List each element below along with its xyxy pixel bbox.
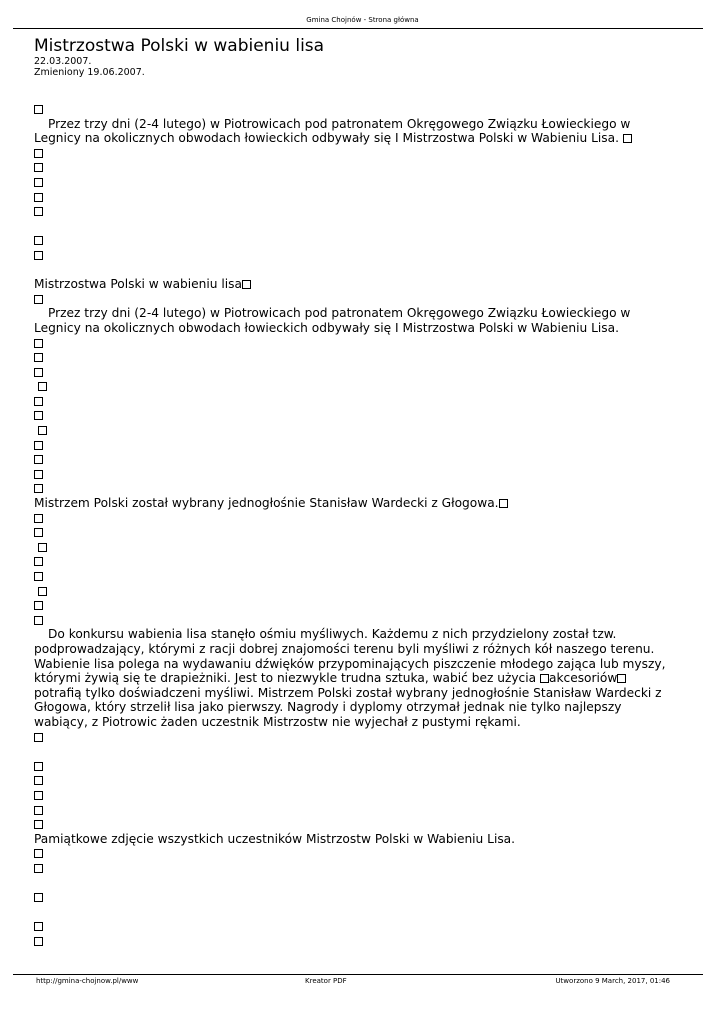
missing-glyph-box	[34, 295, 43, 304]
missing-glyph-box	[34, 178, 43, 187]
footer-divider	[13, 974, 703, 975]
missing-glyph-box	[242, 280, 251, 289]
missing-glyph-box	[34, 455, 43, 464]
missing-glyph-box	[34, 368, 43, 377]
missing-glyph-box	[34, 514, 43, 523]
winner-text: Mistrzem Polski został wybrany jednogłośnie Stanisław Wardecki z Głogowa.	[34, 496, 499, 511]
paragraph-3-line: potrafią tylko doświadczeni myśliwi. Mistrzem Polski został wybrany jednogłośnie Stanisław Wardecki z	[34, 685, 662, 700]
paragraph-2-line: Przez trzy dni (2-4 lutego) w Piotrowicach pod patronatem Okręgowego Związku Łowieckiego w	[48, 306, 631, 321]
paragraph-3-line: podprowadzający, którymi z racji dobrej znajomości terenu byli myśliwi z różnych kół naszego terenu.	[34, 641, 655, 656]
missing-glyph-box	[34, 820, 43, 829]
article-body	[34, 102, 674, 948]
missing-glyph-box	[34, 893, 43, 902]
missing-glyph-box	[34, 236, 43, 245]
missing-glyph-box	[34, 776, 43, 785]
missing-glyph-box	[34, 441, 43, 450]
article-title: Mistrzostwa Polski w wabieniu lisa	[34, 36, 325, 56]
missing-glyph-box	[499, 499, 508, 508]
missing-glyph-box	[34, 572, 43, 581]
missing-glyph-box	[34, 251, 43, 260]
paragraph-1-line: Legnicy na okolicznych obwodach łowieckich odbywały się I Mistrzostwa Polski w Wabieniu Lisa.	[34, 131, 619, 146]
article-modified: Zmieniony 19.06.2007.	[34, 67, 145, 78]
missing-glyph-box	[34, 105, 43, 114]
missing-glyph-box	[34, 411, 43, 420]
missing-glyph-box	[34, 806, 43, 815]
missing-glyph-box	[34, 163, 43, 172]
missing-glyph-box	[34, 762, 43, 771]
article	[34, 36, 674, 948]
article-date: 22.03.2007.	[34, 56, 92, 67]
missing-glyph-box	[38, 543, 47, 552]
missing-glyph-box	[34, 937, 43, 946]
missing-glyph-box	[34, 484, 43, 493]
missing-glyph-box	[34, 149, 43, 158]
missing-glyph-box	[34, 470, 43, 479]
footer-url: http://gmina-chojnow.pl/www	[36, 977, 139, 985]
page-header: Gmina Chojnów - Strona główna	[306, 16, 419, 24]
missing-glyph-box	[34, 733, 43, 742]
paragraph-3-line: którymi żywią się te drapieżniki. Jest to niezwykle trudna sztuka, wabić bez użycia	[34, 671, 540, 686]
missing-glyph-box	[38, 587, 47, 596]
missing-glyph-box	[540, 674, 549, 683]
article-subtitle: Mistrzostwa Polski w wabieniu lisa	[34, 277, 242, 292]
photo-caption: Pamiątkowe zdjęcie wszystkich uczestników Mistrzostw Polski w Wabieniu Lisa.	[34, 831, 516, 846]
paragraph-3-line: Wabienie lisa polega na wydawaniu dźwięków przypominających piszczenie młodego zająca lub myszy,	[34, 656, 666, 671]
missing-glyph-box	[34, 791, 43, 800]
missing-glyph-box	[34, 528, 43, 537]
paragraph-2-line: Legnicy na okolicznych obwodach łowieckich odbywały się I Mistrzostwa Polski w Wabieniu Lisa.	[34, 320, 619, 335]
missing-glyph-box	[34, 922, 43, 931]
header-divider	[13, 28, 703, 29]
missing-glyph-box	[34, 849, 43, 858]
missing-glyph-box	[34, 397, 43, 406]
missing-glyph-box	[38, 382, 47, 391]
footer-generator: Kreator PDF	[305, 977, 347, 985]
missing-glyph-box	[34, 339, 43, 348]
missing-glyph-box	[34, 601, 43, 610]
missing-glyph-box	[34, 353, 43, 362]
missing-glyph-box	[623, 134, 632, 143]
paragraph-3-line: Głogowa, który strzelił lisa jako pierwszy. Nagrody i dyplomy otrzymał jednak nie tylko najlepszy	[34, 700, 622, 715]
paragraph-3-line: Do konkursu wabienia lisa stanęło ośmiu myśliwych. Każdemu z nich przydzielony został tzw.	[48, 627, 617, 642]
missing-glyph-box	[38, 426, 47, 435]
paragraph-1-line: Przez trzy dni (2-4 lutego) w Piotrowicach pod patronatem Okręgowego Związku Łowieckiego w	[48, 116, 631, 131]
paragraph-3-word: akcesoriów	[548, 671, 618, 686]
missing-glyph-box	[34, 557, 43, 566]
paragraph-3-line: wabiący, z Piotrowic żaden uczestnik Mistrzostw nie wyjechał z pustymi rękami.	[34, 714, 521, 729]
missing-glyph-box	[617, 674, 626, 683]
footer-created: Utworzono 9 March, 2017, 01:46	[555, 977, 670, 985]
missing-glyph-box	[34, 207, 43, 216]
missing-glyph-box	[34, 193, 43, 202]
missing-glyph-box	[34, 616, 43, 625]
missing-glyph-box	[34, 864, 43, 873]
